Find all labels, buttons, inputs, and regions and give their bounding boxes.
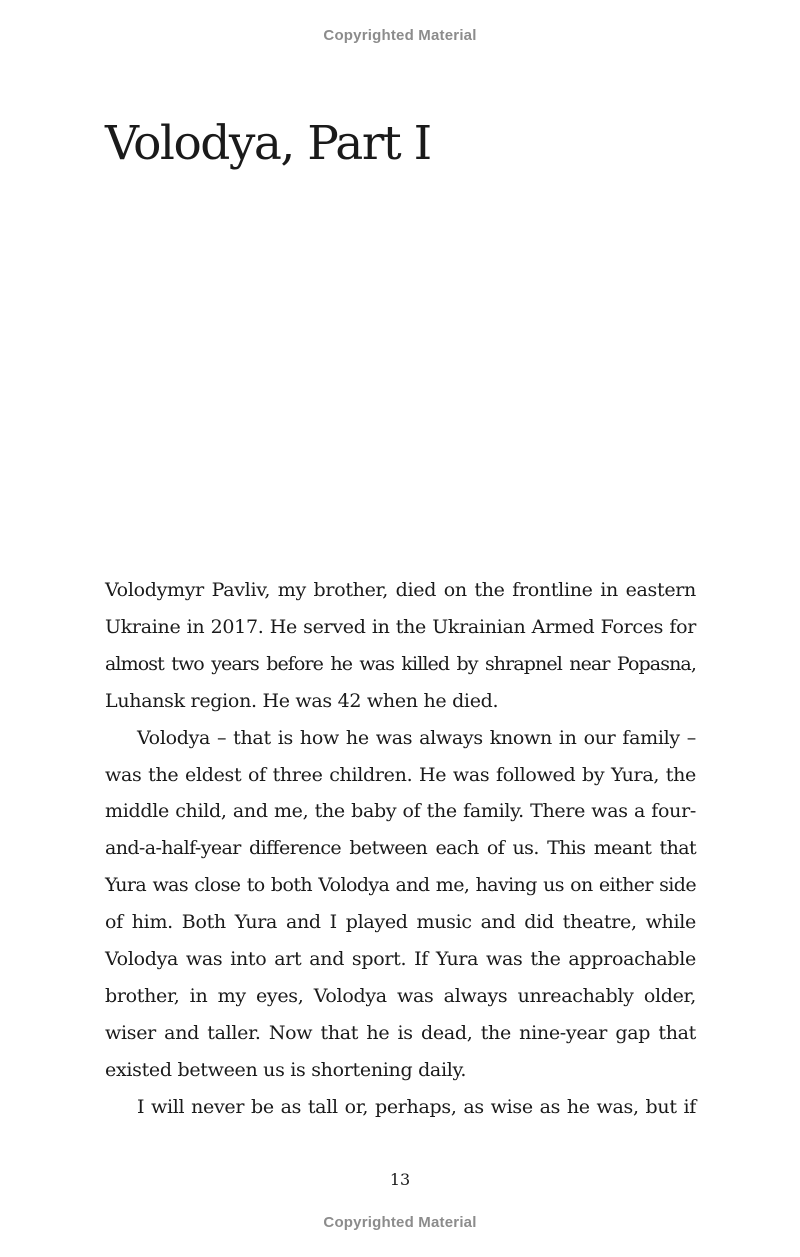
text-line: brother, in my eyes, Volodya was always unreachably older, [105,984,696,1007]
text-line: Volodya – that is how he was always known in our family – [137,726,696,749]
text-line: existed between us is shortening daily. [105,1058,467,1081]
text-line: middle child, and me, the baby of the family. There was a four- [105,800,696,823]
text-line: Yura was close to both Volodya and me, having us on either side [105,874,696,897]
copyright-watermark-top: Copyrighted Material [323,27,477,44]
text-line: I will never be as tall or, perhaps, as wise as he was, but if [137,1095,696,1118]
text-line: wiser and taller. Now that he is dead, the nine-year gap that [105,1021,696,1044]
text-line: Volodymyr Pavliv, my brother, died on the frontline in eastern [105,579,696,601]
text-line: and-a-half-year difference between each of us. This meant that [105,837,696,860]
text-line: Ukraine in 2017. He served in the Ukrainian Armed Forces for [105,615,696,638]
paragraph-2 [105,720,696,1089]
copyright-watermark-bottom: Copyrighted Material [323,1214,477,1231]
chapter-title: Volodya, Part I [105,116,431,171]
paragraph-1 [105,572,696,720]
body-text [105,572,696,1126]
text-line: Volodya was into art and sport. If Yura was the approachable [105,948,696,971]
paragraph-3 [105,1089,696,1126]
text-line: Luhansk region. He was 42 when he died. [105,689,499,712]
text-line: was the eldest of three children. He was followed by Yura, the [105,763,696,786]
text-line: almost two years before he was killed by shrapnel near Popasna, [105,652,696,675]
text-line: of him. Both Yura and I played music and did theatre, while [105,911,696,934]
page-number: 13 [389,1170,411,1189]
